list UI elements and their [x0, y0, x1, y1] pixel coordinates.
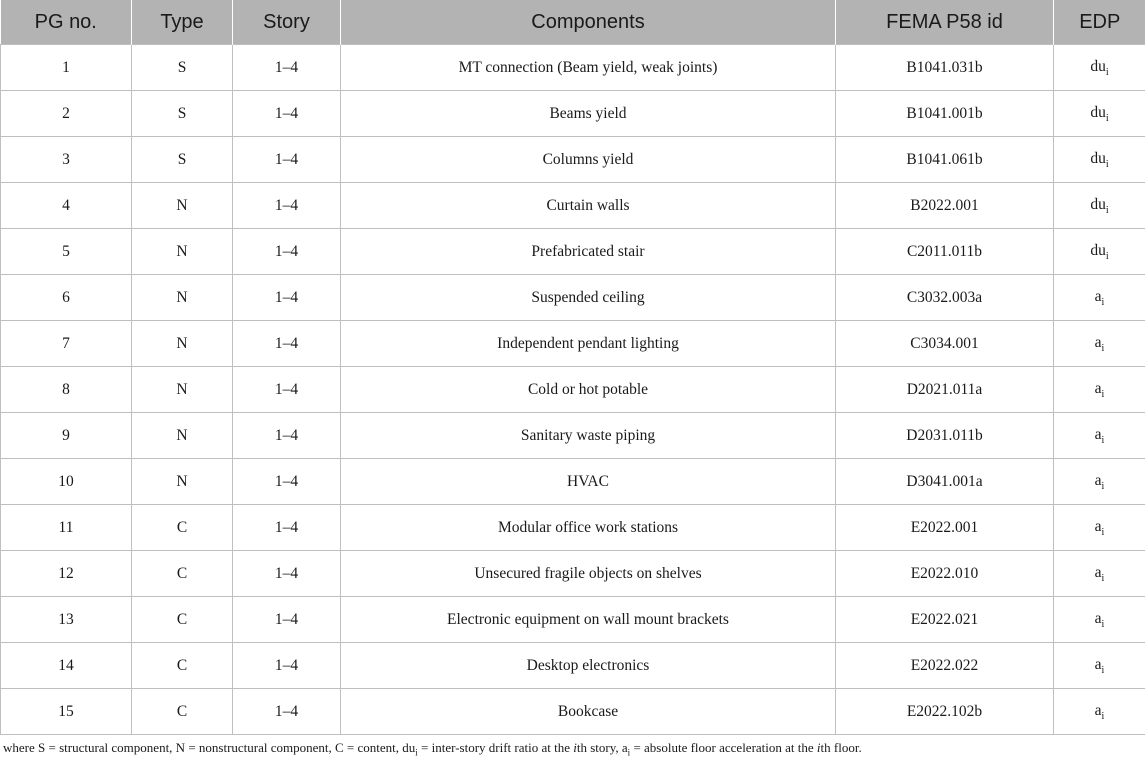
- fema-id-cell: E2022.022: [836, 643, 1054, 689]
- type-cell: N: [132, 275, 233, 321]
- story-cell: 1–4: [233, 643, 341, 689]
- component-cell: Unsecured fragile objects on shelves: [341, 551, 836, 597]
- pg-cell: 4: [1, 183, 132, 229]
- table-row: [1, 505, 1145, 551]
- table-row: [1, 643, 1145, 689]
- edp-base: du: [1090, 57, 1106, 75]
- story-cell: 1–4: [233, 229, 341, 275]
- edp-base: a: [1094, 517, 1102, 535]
- edp-cell: [1054, 137, 1145, 183]
- fema-id-cell: D2031.011b: [836, 413, 1054, 459]
- edp-cell: [1054, 505, 1145, 551]
- component-cell: HVAC: [341, 459, 836, 505]
- component-cell: Beams yield: [341, 91, 836, 137]
- type-cell: N: [132, 459, 233, 505]
- story-cell: 1–4: [233, 551, 341, 597]
- edp-subscript: i: [1101, 388, 1105, 400]
- story-cell: 1–4: [233, 367, 341, 413]
- component-cell: MT connection (Beam yield, weak joints): [341, 45, 836, 91]
- pg-cell: 9: [1, 413, 132, 459]
- fema-id-cell: B1041.031b: [836, 45, 1054, 91]
- type-cell: C: [132, 689, 233, 735]
- fema-id-cell: C3034.001: [836, 321, 1054, 367]
- component-cell: Electronic equipment on wall mount brackets: [341, 597, 836, 643]
- table-row: [1, 367, 1145, 413]
- edp-cell: [1054, 229, 1145, 275]
- pg-cell: 12: [1, 551, 132, 597]
- pg-cell: 2: [1, 91, 132, 137]
- fema-id-cell: D2021.011a: [836, 367, 1054, 413]
- edp-cell: [1054, 45, 1145, 91]
- pg-cell: 13: [1, 597, 132, 643]
- pg-cell: 3: [1, 137, 132, 183]
- fema-id-cell: B1041.001b: [836, 91, 1054, 137]
- table-row: [1, 275, 1145, 321]
- header-type: Type: [132, 0, 233, 45]
- edp-base: a: [1094, 425, 1102, 443]
- table-row: [1, 137, 1145, 183]
- table-row: [1, 321, 1145, 367]
- edp-subscript: i: [1101, 342, 1105, 354]
- edp-cell: [1054, 367, 1145, 413]
- fema-id-cell: E2022.102b: [836, 689, 1054, 735]
- type-cell: C: [132, 643, 233, 689]
- table-row: [1, 597, 1145, 643]
- fema-id-cell: E2022.021: [836, 597, 1054, 643]
- edp-cell: [1054, 597, 1145, 643]
- edp-base: du: [1090, 195, 1106, 213]
- type-cell: S: [132, 91, 233, 137]
- edp-subscript: i: [1105, 158, 1109, 170]
- edp-subscript: i: [1101, 710, 1105, 722]
- component-cell: Prefabricated stair: [341, 229, 836, 275]
- edp-base: a: [1094, 287, 1102, 305]
- edp-base: a: [1094, 471, 1102, 489]
- pg-cell: 8: [1, 367, 132, 413]
- header-row: [1, 0, 1145, 45]
- story-cell: 1–4: [233, 275, 341, 321]
- header-pg-no: PG no.: [1, 0, 132, 45]
- edp-cell: [1054, 551, 1145, 597]
- table-row: [1, 45, 1145, 91]
- table-row: [1, 689, 1145, 735]
- story-cell: 1–4: [233, 689, 341, 735]
- story-cell: 1–4: [233, 45, 341, 91]
- header-edp: EDP: [1054, 0, 1145, 45]
- table-row: [1, 413, 1145, 459]
- story-cell: 1–4: [233, 321, 341, 367]
- pg-cell: 14: [1, 643, 132, 689]
- type-cell: S: [132, 45, 233, 91]
- story-cell: 1–4: [233, 183, 341, 229]
- edp-subscript: i: [1101, 480, 1105, 492]
- edp-cell: [1054, 459, 1145, 505]
- pg-cell: 10: [1, 459, 132, 505]
- edp-base: du: [1090, 149, 1106, 167]
- pg-cell: 6: [1, 275, 132, 321]
- header-fema-id: FEMA P58 id: [836, 0, 1054, 45]
- pg-cell: 11: [1, 505, 132, 551]
- edp-base: a: [1094, 655, 1102, 673]
- edp-base: a: [1094, 563, 1102, 581]
- header-components: Components: [341, 0, 836, 45]
- story-cell: 1–4: [233, 137, 341, 183]
- component-cell: Cold or hot potable: [341, 367, 836, 413]
- edp-base: du: [1090, 241, 1106, 259]
- header-story: Story: [233, 0, 341, 45]
- edp-subscript: i: [1101, 618, 1105, 630]
- component-cell: Modular office work stations: [341, 505, 836, 551]
- edp-subscript: i: [1101, 664, 1105, 676]
- type-cell: C: [132, 597, 233, 643]
- fema-id-cell: D3041.001a: [836, 459, 1054, 505]
- table-row: [1, 551, 1145, 597]
- edp-cell: [1054, 275, 1145, 321]
- edp-subscript: i: [1105, 66, 1109, 78]
- type-cell: N: [132, 367, 233, 413]
- edp-subscript: i: [1105, 112, 1109, 124]
- component-cell: Sanitary waste piping: [341, 413, 836, 459]
- table-row: [1, 229, 1145, 275]
- component-cell: Curtain walls: [341, 183, 836, 229]
- type-cell: N: [132, 413, 233, 459]
- edp-base: a: [1094, 701, 1102, 719]
- type-cell: C: [132, 505, 233, 551]
- type-cell: N: [132, 321, 233, 367]
- table-row: [1, 183, 1145, 229]
- table-body: [1, 45, 1145, 735]
- edp-base: a: [1094, 333, 1102, 351]
- table-footnote: where S = structural component, N = nonstructural component, C = content, $du_i$ = inter-story drift ratio at the ith story, $a_i$ = absolute floor acceleration at the ith floor.: [3, 740, 862, 758]
- edp-cell: [1054, 321, 1145, 367]
- fema-id-cell: E2022.001: [836, 505, 1054, 551]
- edp-cell: [1054, 183, 1145, 229]
- edp-subscript: i: [1101, 434, 1105, 446]
- component-cell: Columns yield: [341, 137, 836, 183]
- story-cell: 1–4: [233, 505, 341, 551]
- edp-cell: [1054, 643, 1145, 689]
- fema-id-cell: E2022.010: [836, 551, 1054, 597]
- story-cell: 1–4: [233, 597, 341, 643]
- type-cell: N: [132, 183, 233, 229]
- type-cell: N: [132, 229, 233, 275]
- component-cell: Desktop electronics: [341, 643, 836, 689]
- fema-id-cell: B2022.001: [836, 183, 1054, 229]
- fema-id-cell: C2011.011b: [836, 229, 1054, 275]
- fema-id-cell: B1041.061b: [836, 137, 1054, 183]
- edp-subscript: i: [1101, 572, 1105, 584]
- type-cell: S: [132, 137, 233, 183]
- edp-subscript: i: [1105, 250, 1109, 262]
- table-row: [1, 459, 1145, 505]
- story-cell: 1–4: [233, 459, 341, 505]
- edp-subscript: i: [1105, 204, 1109, 216]
- story-cell: 1–4: [233, 413, 341, 459]
- table-row: [1, 91, 1145, 137]
- edp-base: a: [1094, 609, 1102, 627]
- edp-cell: [1054, 413, 1145, 459]
- edp-cell: [1054, 689, 1145, 735]
- pg-cell: 5: [1, 229, 132, 275]
- type-cell: C: [132, 551, 233, 597]
- edp-cell: [1054, 91, 1145, 137]
- pg-cell: 1: [1, 45, 132, 91]
- pg-cell: 15: [1, 689, 132, 735]
- component-cell: Suspended ceiling: [341, 275, 836, 321]
- component-cell: Bookcase: [341, 689, 836, 735]
- pg-cell: 7: [1, 321, 132, 367]
- story-cell: 1–4: [233, 91, 341, 137]
- edp-subscript: i: [1101, 296, 1105, 308]
- edp-base: du: [1090, 103, 1106, 121]
- fema-id-cell: C3032.003a: [836, 275, 1054, 321]
- component-cell: Independent pendant lighting: [341, 321, 836, 367]
- edp-base: a: [1094, 379, 1102, 397]
- edp-subscript: i: [1101, 526, 1105, 538]
